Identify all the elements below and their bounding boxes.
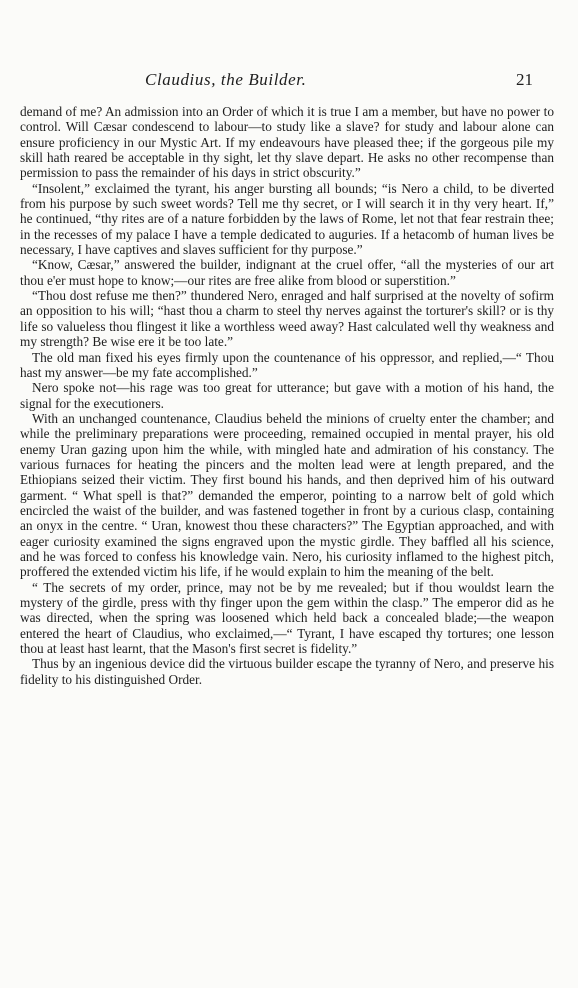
- page-number: 21: [516, 70, 533, 89]
- paragraph: “Thou dost refuse me then?” thundered Nero, enraged and half surprised at the novelty of sofirm an opposition to his will; “hast thou a charm to steel thy nerves against the torturer's skill? or is thy life so valueless thou flingest it like a worthless weed away? Hast calculated well thy weakness and my strength? Be wise ere it be too late.”: [20, 288, 554, 350]
- paragraph: The old man fixed his eyes firmly upon the countenance of his oppressor, and replied,—“ Thou hast my answer—be my fate accomplished.”: [20, 349, 554, 380]
- paragraph: Nero spoke not—his rage was too great for utterance; but gave with a motion of his hand, the signal for the executioners.: [20, 380, 554, 411]
- paragraph: “Insolent,” exclaimed the tyrant, his anger bursting all bounds; “is Nero a child, to be diverted from his purpose by such sweet words? Tell me thy secret, or I will search it in thy very heart. If,” he continued, “thy rites are of a nature forbidden by the laws of Rome, let not that fear restrain thee; in the recesses of my palace I have a temple dedicated to auguries. If a hetacomb of human lives be necessary, I have captives and slaves sufficient for thy purpose.”: [20, 180, 554, 258]
- running-head: [0, 70, 578, 96]
- paragraph: Thus by an ingenious device did the virtuous builder escape the tyranny of Nero, and preserve his fidelity to his distinguished Order.: [20, 656, 554, 687]
- paragraph: “Know, Cæsar,” answered the builder, indignant at the cruel offer, “all the mysteries of our art thou e'er must hope to know;—our rites are free alike from blood or superstition.”: [20, 257, 554, 288]
- body-text: [20, 104, 554, 687]
- paragraph: “ The secrets of my order, prince, may not be by me revealed; but if thou wouldst learn the mystery of the girdle, press with thy finger upon the gem within the clasp.” The emperor did as he was directed, when the spring was loosened which held back a concealed blade;—the weapon entered the heart of Claudius, who exclaimed,—“ Tyrant, I have escaped thy tortures; one lesson thou at least hast learnt, that the Mason's first secret is fidelity.”: [20, 579, 554, 657]
- running-title: Claudius, the Builder.: [145, 70, 307, 89]
- paragraph: demand of me? An admission into an Order of which it is true I am a member, but have no power to control. Will Cæsar condescend to labour—to study like a slave? for study and labour alone can ensure proficiency in our Mystic Art. If my endeavours have pleased thee; if the gorgeous pile my skill hath reared be acceptable in thy sight, let thy slave depart. He asks no other recompense than permission to pass the remainder of his days in strict obscurity.”: [20, 104, 554, 181]
- paragraph: With an unchanged countenance, Claudius beheld the minions of cruelty enter the chamber; and while the preliminary preparations were proceeding, remained occupied in mental prayer, his old enemy Uran gazing upon him the while, with mingled hate and admiration of his constancy. The various furnaces for heating the pincers and the molten lead were at length prepared, and the Ethiopians seized their victim. They first bound his hands, and then deprived him of his outward garment. “ What spell is that?” demanded the emperor, pointing to a narrow belt of gold which encircled the waist of the builder, and was fastened together in front by a curious clasp, containing an onyx in the centre. “ Uran, knowest thou these characters?” The Egyptian approached, and with eager curiosity examined the signs engraved upon the mystic girdle. They baffled all his science, and he was forced to confess his knowledge vain. Nero, his curiosity inflamed to the highest pitch, proffered the extended victim his life, if he would explain to him the meaning of the belt.: [20, 410, 554, 580]
